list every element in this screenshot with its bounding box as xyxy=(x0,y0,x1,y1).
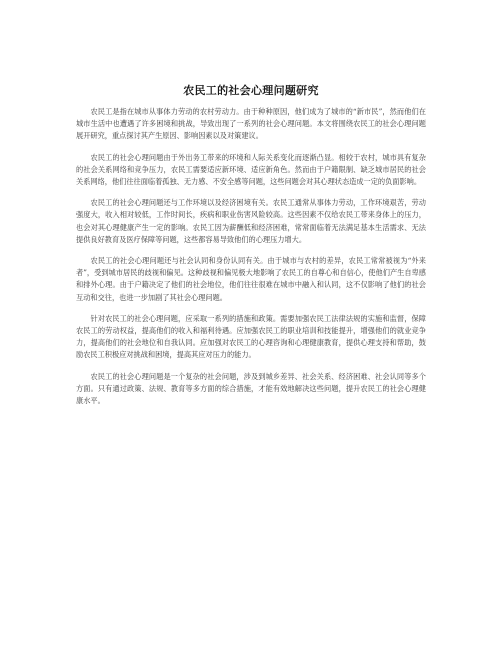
paragraph: 农民工的社会心理问题还与社会认同和身份认同有关。由于城市与农村的差异，农民工常常被视为“外来者”，受到城市居民的歧视和偏见。这种歧视和偏见极大地影响了农民工的自尊心和自信心，使他们产生自卑感和排外心理。由于户籍决定了他们的社会地位，他们往往很难在城市中融入和认同，这不仅影响了他们的社会互动和交往，也进一步加剧了其社会心理问题。 xyxy=(76,256,426,302)
paragraph: 农民工是指在城市从事体力劳动的农村劳动力。由于种种原因，他们成为了城市的“新市民”，然而他们在城市生活中也遭遇了许多困境和挑战，导致出现了一系列的社会心理问题。本文将围绕农民工的社会心理问题展开研究，重点探讨其产生原因、影响因素以及对策建议。 xyxy=(76,107,426,141)
paragraph: 农民工的社会心理问题是一个复杂的社会问题，涉及到城乡差异、社会关系、经济困难、社会认同等多个方面。只有通过政策、法规、教育等多方面的综合措施，才能有效地解决这些问题，提升农民工的社会心理健康水平。 xyxy=(76,371,426,406)
paragraph: 农民工的社会心理问题还与工作环境以及经济困境有关。农民工通常从事体力劳动，工作环境艰苦，劳动强度大，收入相对较低，工作时间长，疾病和职业伤害风险较高。这些因素不仅给农民工带来身体上的压力，也会对其心理健康产生一定的影响。农民工因为薪酬低和经济困难，常常面临着无法满足基本生活需求、无法提供良好教育及医疗保障等问题，这些都容易导致他们的心理压力增大。 xyxy=(76,198,426,244)
paragraph: 农民工的社会心理问题由于外出务工带来的环境和人际关系变化而逐渐凸显。相较于农村，城市具有复杂的社会关系网络和竞争压力，农民工需要适应新环境、适应新角色。然而由于户籍限制、缺乏城市居民的社会关系网络，他们往往面临着孤独、无力感、不安全感等问题，这些问题会对其心理状态造成一定的负面影响。 xyxy=(76,152,426,187)
paragraph: 针对农民工的社会心理问题，应采取一系列的措施和政策。需要加强农民工法律法规的实施和监督，保障农民工的劳动权益，提高他们的收入和福利待遇。应加强农民工的职业培训和技能提升，增强他们的就业竞争力，提高他们的社会地位和自我认同。应加强对农民工的心理咨询和心理健康教育，提供心理支持和帮助，鼓励农民工积极应对挑战和困境，提高其应对压力的能力。 xyxy=(76,313,426,360)
document-title: 农民工的社会心理问题研究 xyxy=(183,84,319,97)
document-body xyxy=(76,106,426,416)
